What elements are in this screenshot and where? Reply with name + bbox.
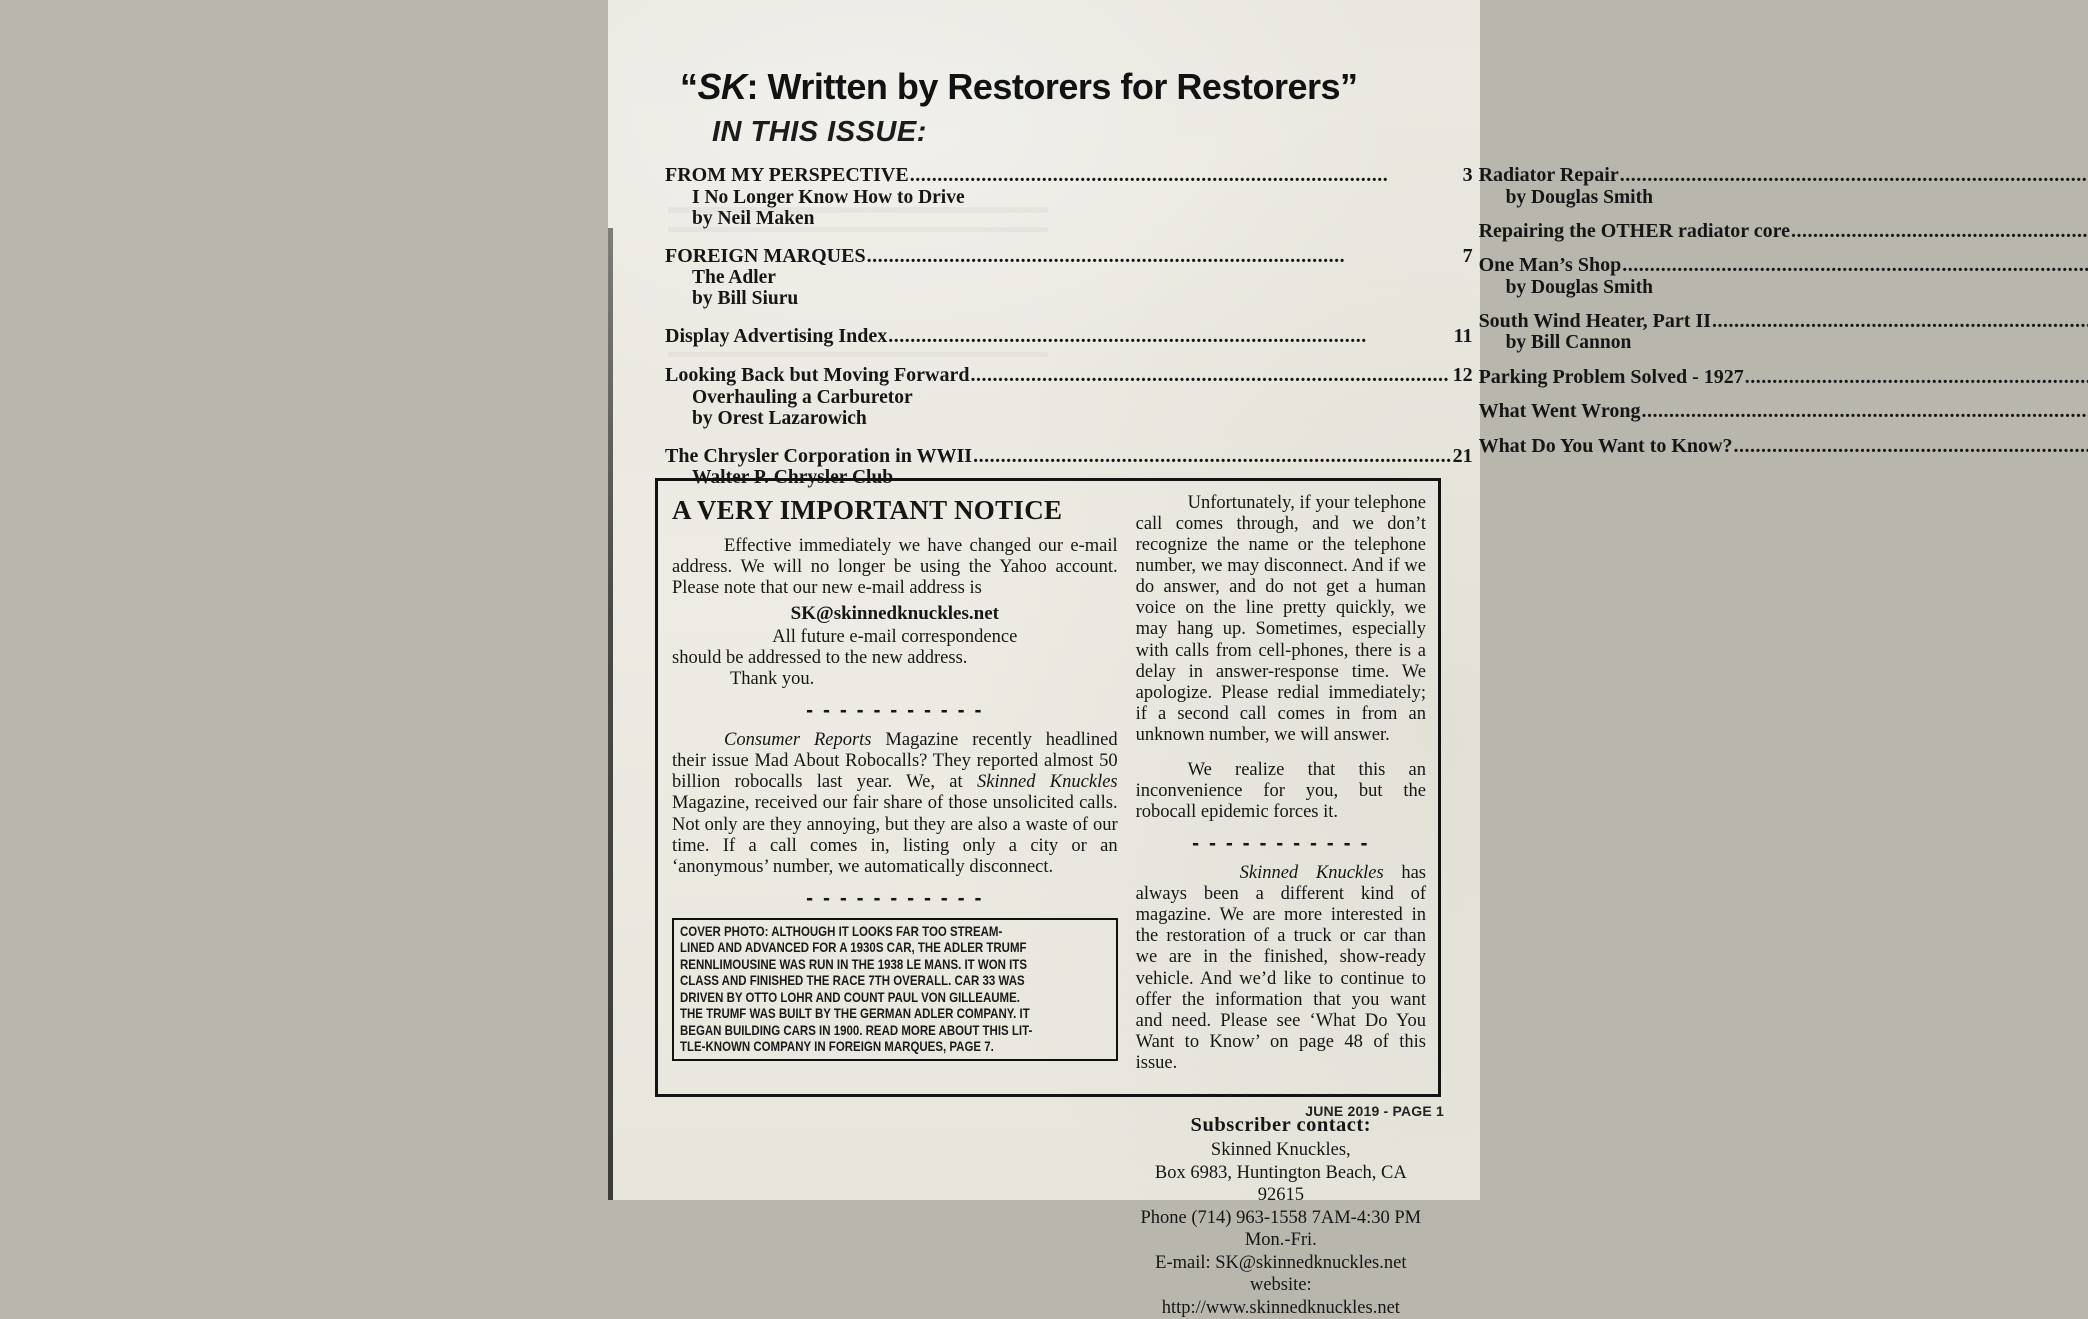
- dot-leader: [1620, 165, 2088, 187]
- bleed-through-smudge: [668, 207, 1048, 213]
- toc-entry-title: Looking Back but Moving Forward: [665, 365, 969, 387]
- new-email-address: SK@skinnedknuckles.net: [672, 603, 1118, 625]
- bleed-through-smudge: [668, 227, 1048, 232]
- toc-entry-author: by Bill Cannon: [1479, 332, 2088, 353]
- magazine-name-italic: Consumer Reports: [724, 730, 872, 750]
- title-rest: : Written by Restorers for Restorers”: [747, 66, 1358, 107]
- cover-photo-caption: COVER PHOTO: ALTHOUGH IT LOOKS FAR TOO STREAM- LINED AND ADVANCED FOR A 1930S CAR, THE ADLER TRUMF RENNLIMOUSINE WAS RUN IN THE 1938 LE MANS. IT WON ITS CLASS AND FINISHED THE RACE 7TH OVERALL. CAR 33 WAS DRIVEN BY OTTO LOHR AND COUNT PAUL VON GILLEAUME. THE TRUMF WAS BUILT BY THE GERMAN ADLER COMPANY. IT BEGAN BUILDING CARS IN 1900. READ MORE ABOUT THIS LIT- TLE-KNOWN COMPANY IN FOREIGN MARQUES, PAGE 7.: [680, 923, 1110, 1055]
- toc-entry-title: Display Advertising Index: [665, 326, 887, 348]
- toc-entry-title: FOREIGN MARQUES: [665, 246, 866, 268]
- toc-entry: [1479, 401, 2088, 423]
- dot-leader: [1712, 311, 2088, 333]
- toc-entry-title: What Went Wrong: [1479, 401, 1641, 423]
- toc-entry: [1479, 367, 2088, 389]
- subscriber-contact-heading: Subscriber contact:: [1136, 1114, 1426, 1137]
- toc-entry-title: What Do You Want to Know?: [1479, 436, 1733, 458]
- toc-right-column: [1479, 165, 2088, 505]
- toc-entry-line: [665, 326, 1473, 348]
- notice-line: All future e-mail correspondence: [672, 627, 1118, 648]
- scan-edge-shadow: [608, 228, 613, 1200]
- toc-entry-author: by Neil Maken: [665, 208, 1473, 229]
- toc-entry-line: [1479, 436, 2088, 458]
- scanned-magazine-page: [608, 0, 1480, 1200]
- toc-entry-line: [1479, 367, 2088, 389]
- title-sk: SK: [698, 66, 747, 107]
- notice-left-column: [672, 493, 1126, 1086]
- dot-leader: [1734, 436, 2088, 458]
- toc-entry: [1479, 311, 2088, 354]
- dot-leader: [1641, 401, 2088, 423]
- toc-entry: [665, 365, 1473, 429]
- toc-entry-subtitle: The Adler: [665, 267, 1473, 288]
- toc-entry-line: [1479, 401, 2088, 423]
- toc-entry-line: [665, 246, 1473, 268]
- toc-entry-title: FROM MY PERSPECTIVE: [665, 165, 909, 187]
- masthead: [608, 0, 1480, 149]
- dot-leader: [910, 165, 1462, 187]
- toc-entry-page: 7: [1463, 246, 1473, 268]
- magazine-name-italic: Skinned Knuckles: [977, 772, 1118, 792]
- dashed-divider: - - - - - - - - - - -: [672, 887, 1118, 911]
- toc-entry-line: [1479, 165, 2088, 187]
- toc-entry-line: [1479, 255, 2088, 277]
- toc-entry-subtitle: Walter P. Chrysler Club: [665, 467, 1473, 488]
- cover-photo-caption-box: [672, 918, 1118, 1061]
- toc-entry-title: Parking Problem Solved - 1927: [1479, 367, 1744, 389]
- title-open-quote: “: [680, 66, 698, 107]
- toc-entry-author: by Douglas Smith: [1479, 187, 2088, 208]
- toc-entry-line: [1479, 221, 2088, 243]
- subscriber-contact-lines: Skinned Knuckles, Box 6983, Huntington Beach, CA 92615 Phone (714) 963-1558 7AM-4:30 PM Mon.-Fri. E-mail: SK@skinnedknuckles.net website: http://www.skinnedknuckles.net: [1136, 1139, 1426, 1319]
- bleed-through-smudge: [668, 352, 1048, 357]
- toc-entry-author: by Bill Siuru: [665, 288, 1473, 309]
- toc-entry-title: Radiator Repair: [1479, 165, 1619, 187]
- dot-leader: [1622, 255, 2088, 277]
- magazine-name-italic: Skinned Knuckles: [1188, 863, 1384, 883]
- toc-entry-line: [1479, 311, 2088, 333]
- toc-entry-subtitle: Overhauling a Carburetor: [665, 387, 1473, 408]
- notice-paragraph: Unfortunately, if your telephone call comes through, and we don’t recognize the name or the telephone number, we may disconnect. And if we do answer, and do not get a human voice on the line pretty quickly, we may hang up. Sometimes, especially with calls from cell-phones, there is a delay in answer-response time. We apologize. Please redial immediately; if a second call comes in from an unknown number, we will answer.: [1136, 493, 1426, 746]
- toc-entry-title: South Wind Heater, Part II: [1479, 311, 1711, 333]
- notice-paragraph: [672, 730, 1118, 878]
- notice-paragraph: [1136, 863, 1426, 1074]
- toc-entry: [665, 165, 1473, 229]
- notice-right-column: [1126, 493, 1426, 1086]
- toc-entry-title: The Chrysler Corporation in WWII: [665, 446, 972, 468]
- toc-entry-page: 12: [1453, 365, 1473, 387]
- dashed-divider: - - - - - - - - - - -: [672, 699, 1118, 723]
- dot-leader: [1791, 221, 2088, 243]
- paragraph-text: has always been a different kind of magazine. We are more interested in the restoration of a truck or car than we are in the finished, show-ready vehicle. And we’d like to continue to offer the information that you want and need. Please see ‘What Do You Want to Know’ on page 48 of this issue.: [1136, 863, 1426, 1073]
- page-footer: JUNE 2019 - PAGE 1: [1305, 1103, 1444, 1119]
- toc-entry: [665, 326, 1473, 348]
- subscriber-contact-block: [1136, 1114, 1426, 1319]
- dot-leader: [1745, 367, 2088, 389]
- toc-entry-page: 3: [1463, 165, 1473, 187]
- toc-left-column: [665, 165, 1473, 505]
- toc-entry: [1479, 165, 2088, 208]
- dashed-divider: - - - - - - - - - - -: [1136, 832, 1426, 856]
- toc-entry-line: [665, 365, 1473, 387]
- in-this-issue-heading: IN THIS ISSUE:: [712, 116, 1480, 149]
- page-title: [680, 66, 1480, 108]
- toc-entry-subtitle: I No Longer Know How to Drive: [665, 187, 1473, 208]
- toc-entry-author: by Orest Lazarowich: [665, 408, 1473, 429]
- toc-entry: [665, 246, 1473, 310]
- toc-entry-title: One Man’s Shop: [1479, 255, 1622, 277]
- table-of-contents: [608, 149, 1480, 505]
- paragraph-text: Magazine recently headlined their issue Mad About Robocalls? They reported almost 50 billion robocalls last year. We, at: [672, 730, 1118, 792]
- toc-entry: [1479, 221, 2088, 243]
- toc-entry: [1479, 255, 2088, 298]
- toc-entry-line: [665, 165, 1473, 187]
- dashed-divider: - - - - - - - - - - -: [1136, 1083, 1426, 1107]
- toc-entry: [1479, 436, 2088, 458]
- important-notice-box: [655, 478, 1441, 1097]
- toc-entry-page: 11: [1454, 326, 1473, 348]
- toc-entry-author: by Douglas Smith: [1479, 277, 2088, 298]
- notice-paragraph: Effective immediately we have changed our e-mail address. We will no longer be using the Yahoo account. Please note that our new e-mail address is: [672, 536, 1118, 599]
- toc-entry-title: Repairing the OTHER radiator core: [1479, 221, 1790, 243]
- notice-line: should be addressed to the new address.: [672, 648, 1118, 669]
- dot-leader: [867, 246, 1462, 268]
- notice-heading: A VERY IMPORTANT NOTICE: [672, 495, 1118, 526]
- toc-entry-page: 21: [1453, 446, 1473, 468]
- paragraph-text: Magazine, received our fair share of those unsolicited calls. Not only are they annoying, but they are also a waste of our time. If a call comes in, listing only a city or an ‘anonymous’ number, we automatically disconnect.: [672, 793, 1118, 876]
- dot-leader: [970, 365, 1451, 387]
- notice-line: Thank you.: [672, 669, 1118, 690]
- toc-entry-line: [665, 446, 1473, 468]
- dot-leader: [888, 326, 1452, 348]
- notice-paragraph: We realize that this an inconvenience for you, but the robocall epidemic forces it.: [1136, 760, 1426, 823]
- dot-leader: [973, 446, 1452, 468]
